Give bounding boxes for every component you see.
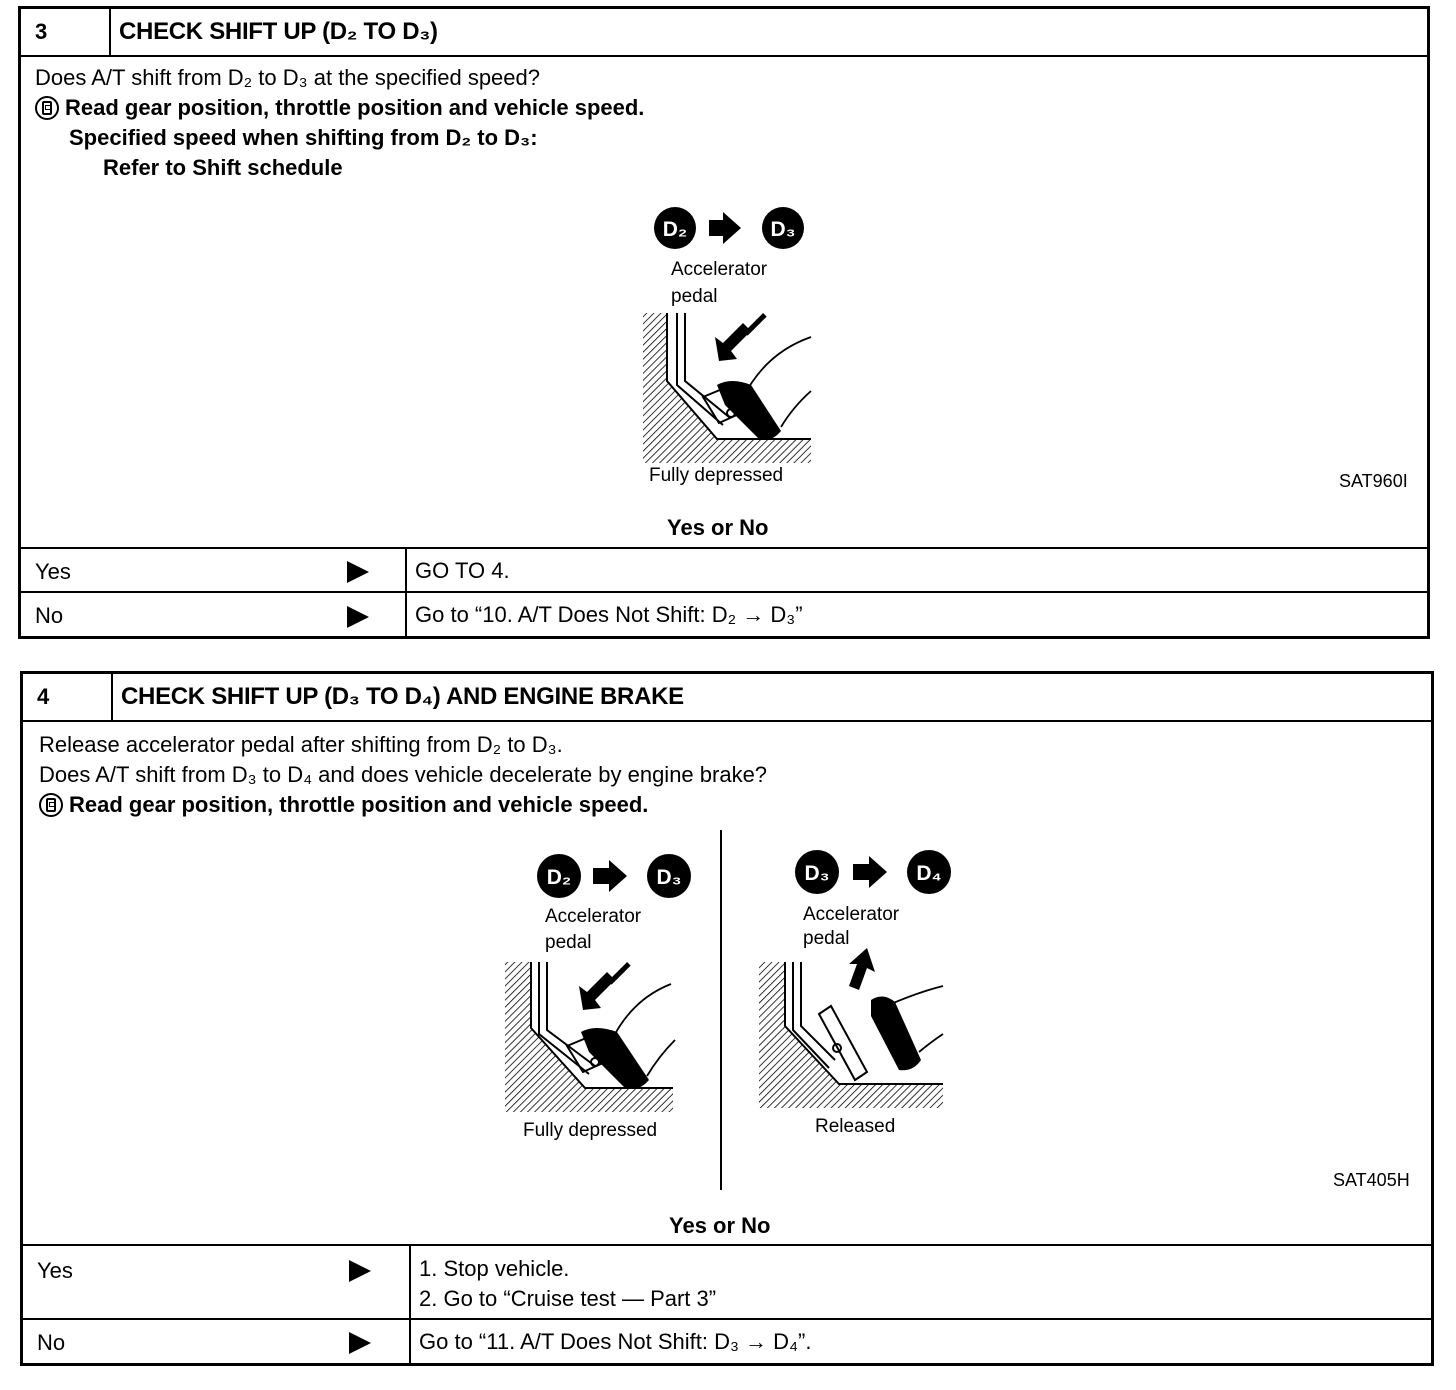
- step-4-number: 4: [23, 674, 113, 720]
- step-3-question: Does A/T shift from D₂ to D₃ at the specified speed?: [35, 65, 541, 90]
- step-4-box: [20, 671, 1434, 1366]
- step-3-spec: Specified speed when shifting from D₂ to D₃:: [69, 125, 538, 150]
- step-3-figure: [631, 201, 831, 491]
- gear-from-badge: D₂: [662, 218, 688, 241]
- right-arrow-icon: [709, 212, 741, 244]
- no-action: Go to “11. A/T Does Not Shift: D₃ → D₄”.: [419, 1329, 812, 1354]
- step-4-no-row: [23, 1318, 1431, 1365]
- step-3-number: 3: [21, 9, 111, 55]
- right-arrow-icon: [593, 860, 627, 892]
- pedal-label-line2: pedal: [671, 286, 718, 307]
- right-arrow-icon: [347, 606, 369, 628]
- step-4-line1: Release accelerator pedal after shifting from D₂ to D₃.: [39, 732, 563, 757]
- no-action: Go to “10. A/T Does Not Shift: D₂ → D₃”: [415, 602, 803, 627]
- step-4-title: CHECK SHIFT UP (D₃ TO D₄) AND ENGINE BRAKE: [121, 683, 684, 710]
- step-3-yes-row: [21, 547, 1427, 593]
- step-3-refer: Refer to Shift schedule: [103, 155, 343, 180]
- pedal-depressed-illustration: [499, 850, 709, 1150]
- step-3-header: [21, 9, 1427, 57]
- yes-label: Yes: [37, 1258, 73, 1283]
- step-4-line2: Does A/T shift from D₃ to D₄ and does vehicle decelerate by engine brake?: [39, 762, 768, 787]
- gear-from-badge: D₃: [804, 862, 830, 885]
- yes-action: GO TO 4.: [415, 558, 510, 583]
- yes-or-no-label: Yes or No: [667, 515, 769, 540]
- pedal-label-line1: Accelerator: [671, 259, 768, 280]
- no-label: No: [37, 1330, 66, 1355]
- pedal-label-line1: Accelerator: [803, 904, 900, 925]
- right-arrow-icon: [349, 1260, 371, 1282]
- pedal-depressed-illustration: [631, 201, 831, 491]
- step-4-instruction-line: [39, 790, 648, 820]
- right-arrow-icon: [347, 561, 369, 583]
- step-4-header: [23, 674, 1431, 722]
- step-3-title: CHECK SHIFT UP (D₂ TO D₃): [119, 18, 438, 45]
- figure-code: SAT960I: [1339, 471, 1408, 491]
- pedal-label-line1: Accelerator: [545, 906, 642, 927]
- step-4-yes-row: [23, 1244, 1431, 1320]
- pedal-label-line2: pedal: [803, 928, 850, 949]
- figure-divider: [720, 830, 722, 1190]
- right-arrow-icon: [349, 1332, 371, 1354]
- step-4-figure-left: [499, 850, 709, 1150]
- no-label: No: [35, 603, 64, 628]
- yes-label: Yes: [35, 559, 71, 584]
- yes-or-no-label: Yes or No: [669, 1213, 771, 1238]
- step-4-instruction: Read gear position, throttle position and vehicle speed.: [69, 792, 649, 817]
- right-arrow-icon: [853, 856, 887, 888]
- pedal-label-line2: pedal: [545, 932, 592, 953]
- gear-from-badge: D₂: [546, 866, 572, 889]
- yes-action-1: 1. Stop vehicle.: [419, 1256, 570, 1281]
- step-3-box: [18, 6, 1430, 639]
- gear-to-badge: D₃: [656, 866, 682, 889]
- gear-to-badge: D₃: [770, 218, 796, 241]
- step-3-instruction-line: [35, 93, 644, 123]
- pedal-state-label: Fully depressed: [649, 465, 784, 486]
- step-4-figure-right: [753, 846, 963, 1146]
- pedal-released-illustration: [753, 846, 963, 1146]
- step-3-instruction: Read gear position, throttle position and vehicle speed.: [65, 95, 645, 120]
- consult-screen-icon: [39, 793, 63, 817]
- figure-code: SAT405H: [1333, 1170, 1410, 1190]
- consult-screen-icon: [35, 96, 59, 120]
- step-3-no-row: [21, 591, 1427, 638]
- pedal-state-label: Fully depressed: [523, 1120, 658, 1141]
- gear-to-badge: D₄: [916, 862, 942, 885]
- pedal-state-label: Released: [815, 1116, 896, 1137]
- yes-action-2: 2. Go to “Cruise test — Part 3”: [419, 1286, 717, 1311]
